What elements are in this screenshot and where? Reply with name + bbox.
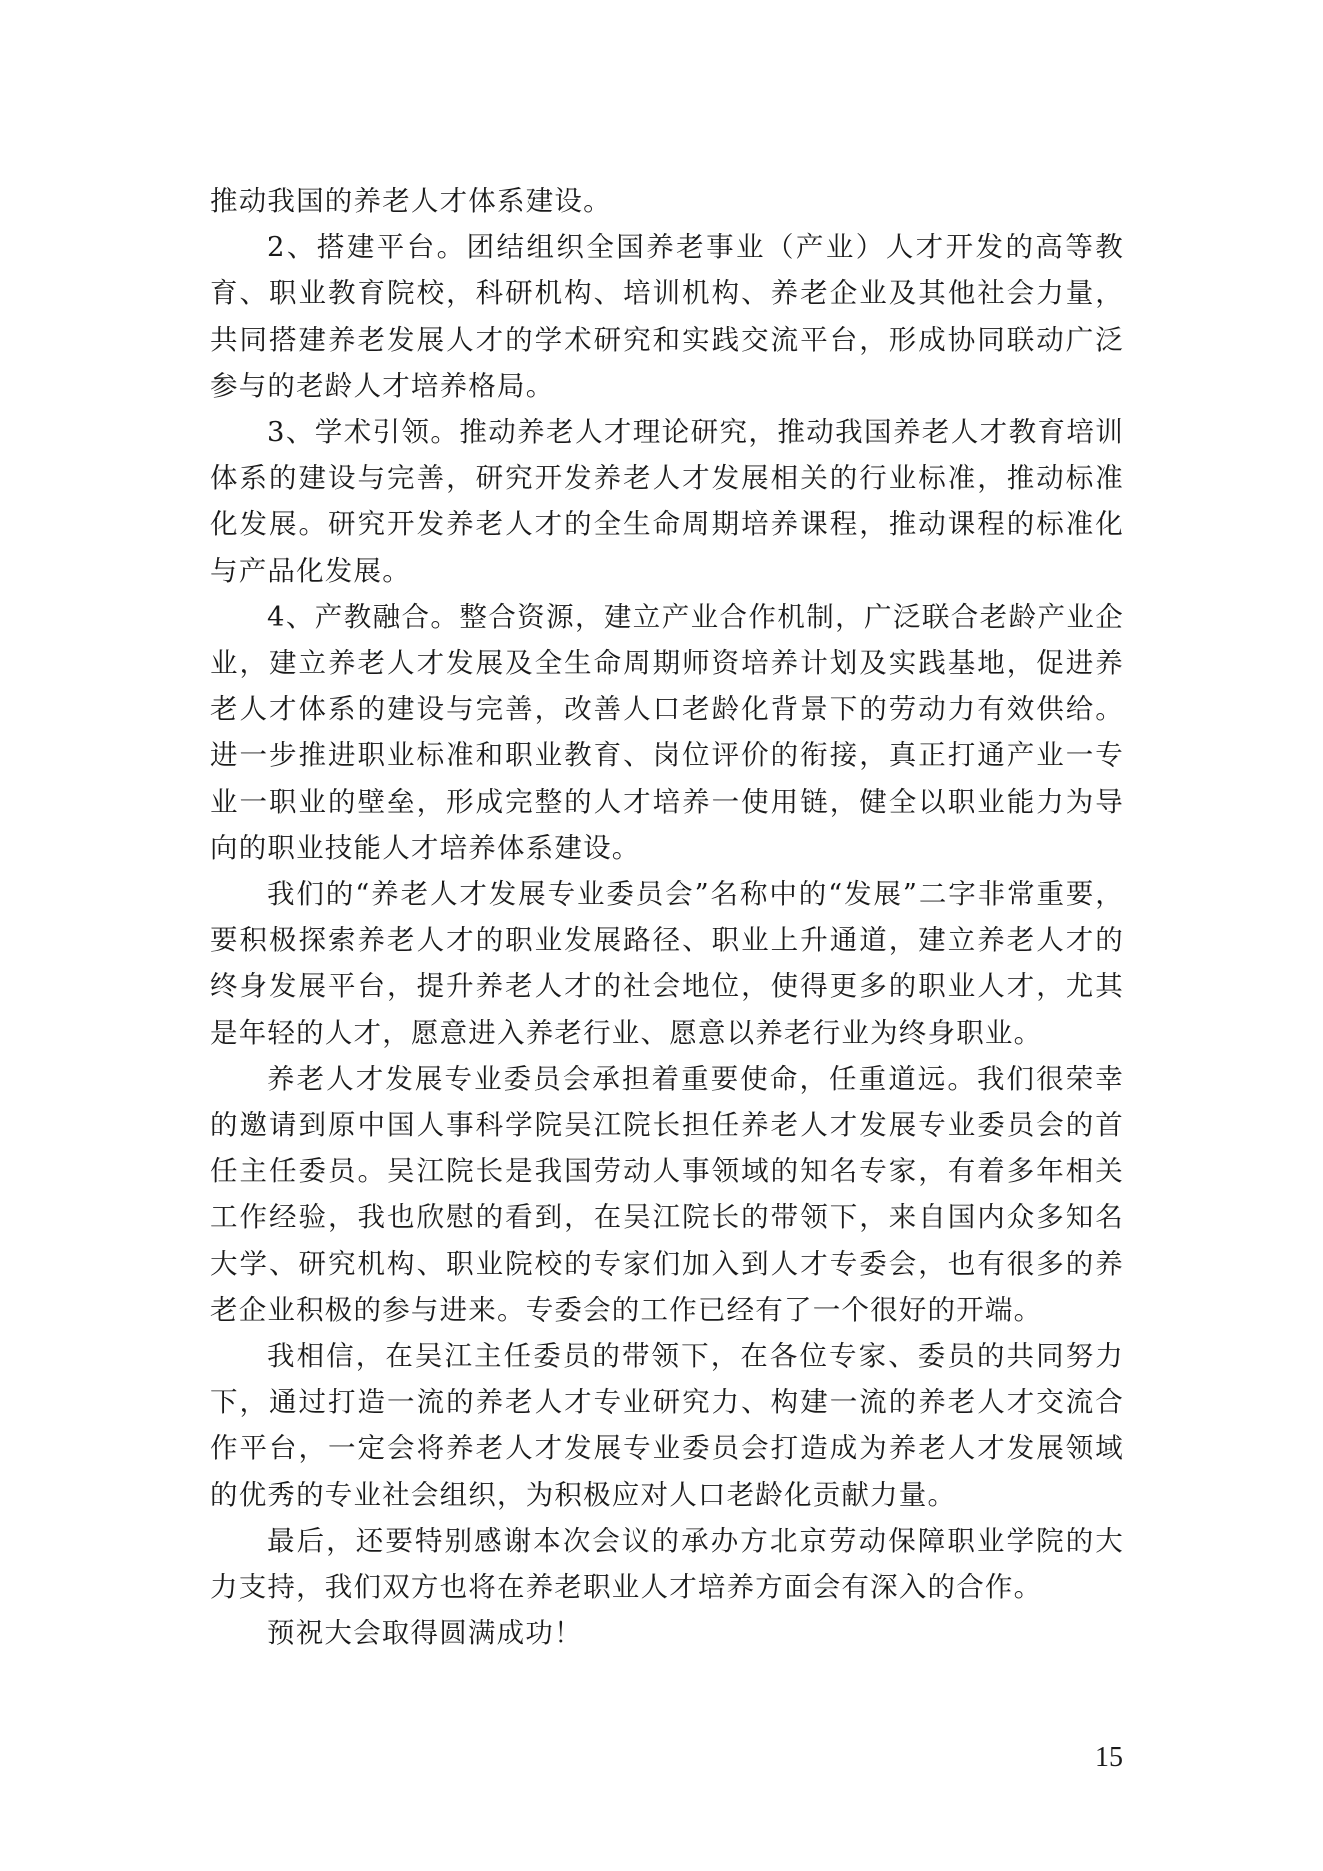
document-body (210, 178, 1124, 1657)
paragraph-development-meaning: 我们的“养老人才发展专业委员会”名称中的“发展”二字非常重要，要积极探索养老人才的职业发展路径、职业上升通道，建立养老人才的终身发展平台，提升养老人才的社会地位，使得更多的职业人才，尤其是年轻的人才，愿意进入养老行业、愿意以养老行业为终身职业。 (210, 878, 1124, 1049)
paragraph-closing-wish: 预祝大会取得圆满成功！ (267, 1617, 583, 1650)
page-number: 15 (1095, 1742, 1123, 1773)
paragraph-continuation: 推动我国的养老人才体系建设。 (210, 185, 612, 217)
paragraph-build-platform: 2、搭建平台。团结组织全国养老事业（产业）人才开发的高等教育、职业教育院校，科研机构、培训机构、养老企业及其他社会力量，共同搭建养老发展人才的学术研究和实践交流平台，形成协同联动广泛参与的老龄人才培养格局。 (210, 231, 1124, 402)
paragraph-committee-mission: 养老人才发展专业委员会承担着重要使命，任重道远。我们很荣幸的邀请到原中国人事科学院吴江院长担任养老人才发展专业委员会的首任主任委员。吴江院长是我国劳动人事领域的知名专家，有着多年相关工作经验，我也欣慰的看到，在吴江院长的带领下，来自国内众多知名大学、研究机构、职业院校的专家们加入到人才专委会，也有很多的养老企业积极的参与进来。专委会的工作已经有了一个很好的开端。 (210, 1062, 1124, 1326)
paragraph-industry-education: 4、产教融合。整合资源，建立产业合作机制，广泛联合老龄产业企业，建立养老人才发展及全生命周期师资培养计划及实践基地，促进养老人才体系的建设与完善，改善人口老龄化背景下的劳动力有效供给。进一步推进职业标准和职业教育、岗位评价的衔接，真正打通产业一专业一职业的壁垒，形成完整的人才培养一使用链，健全以职业能力为导向的职业技能人才培养体系建设。 (210, 600, 1124, 864)
paragraph-belief: 我相信，在吴江主任委员的带领下，在各位专家、委员的共同努力下，通过打造一流的养老人才专业研究力、构建一流的养老人才交流合作平台，一定会将养老人才发展专业委员会打造成为养老人才发展领域的优秀的专业社会组织，为积极应对人口老龄化贡献力量。 (210, 1340, 1124, 1511)
paragraph-academic-leadership: 3、学术引领。推动养老人才理论研究，推动我国养老人才教育培训体系的建设与完善，研究开发养老人才发展相关的行业标准，推动标准化发展。研究开发养老人才的全生命周期培养课程，推动课程的标准化与产品化发展。 (210, 416, 1124, 587)
paragraph-thanks: 最后，还要特别感谢本次会议的承办方北京劳动保障职业学院的大力支持，我们双方也将在养老职业人才培养方面会有深入的合作。 (210, 1524, 1124, 1604)
